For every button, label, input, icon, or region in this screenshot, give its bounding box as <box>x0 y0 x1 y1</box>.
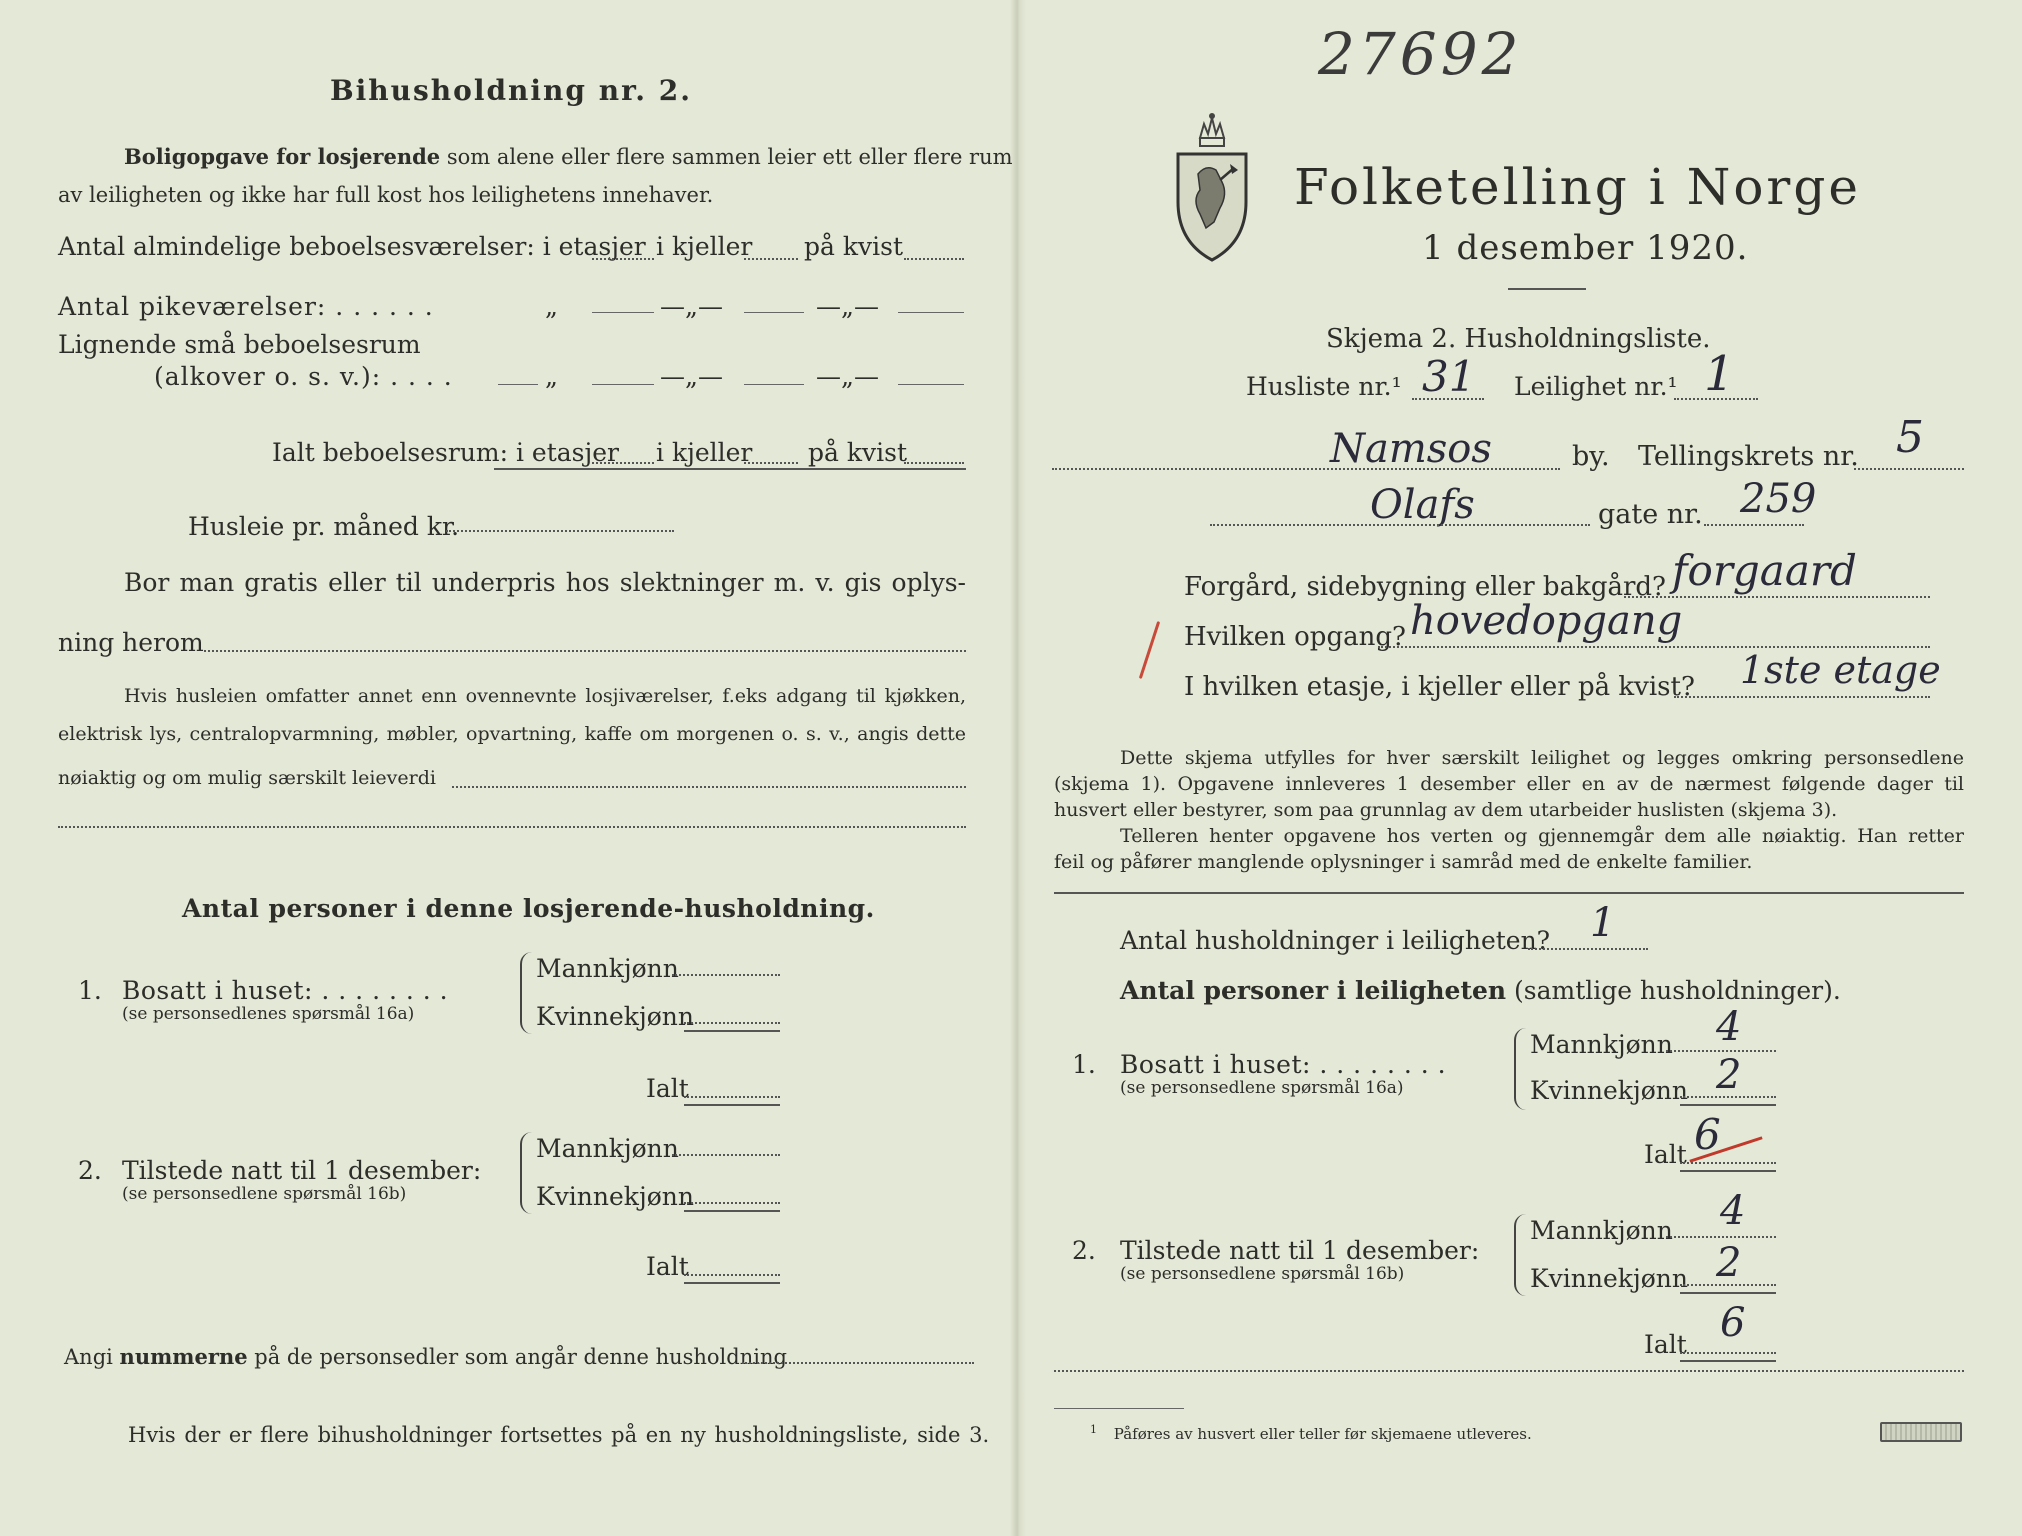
right-q2-ialt-label: Ialt <box>1644 1330 1687 1359</box>
forgard-question: Forgård, sidebygning eller bakgård? <box>1184 572 1666 602</box>
left-q2-sub: (se personsedlene spørsmål 16b) <box>122 1184 407 1204</box>
leieverdi-field[interactable] <box>452 786 966 788</box>
hvis-line1: Hvis husleien omfatter annet enn ovennevnte losjiværelser, f.eks adgang til kjøkken, <box>124 685 966 707</box>
etasje-question: I hvilken etasje, i kjeller eller på kvist? <box>1184 672 1695 702</box>
left-q2-mann-field[interactable] <box>672 1154 780 1156</box>
right-q1-kvinne-label: Kvinnekjønn <box>1530 1076 1688 1105</box>
antal-pers-bold: Antal personer i leiligheten <box>1120 976 1507 1005</box>
norway-coat-of-arms-icon <box>1170 110 1254 264</box>
right-q1-label: Bosatt i huset: . . . . . . . . <box>1120 1050 1447 1079</box>
gate-nr-value[interactable]: 259 <box>1740 476 1817 522</box>
para-rule <box>1054 892 1964 894</box>
antal-hush-value[interactable]: 1 <box>1590 900 1616 946</box>
etasje-value[interactable]: 1ste etage <box>1740 648 1941 692</box>
herom-field[interactable] <box>204 650 966 652</box>
right-q2-ialt-value[interactable]: 6 <box>1720 1300 1746 1346</box>
left-q1-mann-label: Mannkjønn <box>536 954 679 983</box>
right-q2-kvinne-value[interactable]: 2 <box>1716 1240 1742 1286</box>
tellingskrets-value[interactable]: 5 <box>1896 412 1924 463</box>
left-q1-kvinne-underline <box>684 1030 780 1032</box>
left-q1-brace <box>520 952 536 1034</box>
right-q2-mann-field[interactable] <box>1666 1236 1776 1238</box>
intro-bold: Boligopgave for losjerende <box>124 144 441 169</box>
red-pencil-mark <box>1139 621 1160 679</box>
husleie-label: Husleie pr. måned kr. <box>188 512 460 541</box>
footnote-num: 1 <box>1090 1423 1097 1436</box>
right-q1-ialt-value[interactable]: 6 <box>1694 1110 1721 1159</box>
right-q1-brace <box>1514 1028 1530 1110</box>
ialt-etasjer-field[interactable] <box>592 462 654 464</box>
left-q2-ialt-underline <box>684 1282 780 1284</box>
angi-pre: Angi <box>64 1345 113 1369</box>
kjeller-label-2: i kjeller <box>656 438 753 467</box>
kvist-label-2: på kvist <box>808 438 907 467</box>
alkover-kvist-field[interactable] <box>898 384 964 385</box>
left-footer: Hvis der er flere bihusholdninger fortsettes på en ny husholdningsliste, side 3. <box>128 1423 990 1447</box>
left-q1-ialt-underline <box>684 1104 780 1106</box>
right-q1-num: 1. <box>1072 1050 1096 1079</box>
ning-herom-label: ning herom <box>58 628 204 657</box>
right-q1-kvinne-value[interactable]: 2 <box>1716 1052 1742 1098</box>
gate-nr-field[interactable] <box>1704 524 1804 526</box>
left-q1-sub: (se personsedlenes spørsmål 16a) <box>122 1004 415 1024</box>
right-q1-ialt-underline <box>1680 1170 1776 1172</box>
forgard-value[interactable]: forgaard <box>1672 546 1857 595</box>
etasjer-field[interactable] <box>592 258 654 260</box>
right-q2-ialt-field[interactable] <box>1680 1352 1776 1354</box>
para1-line2: (skjema 1). Opgavene innleveres 1 desember eller en av de nærmest følgende dager til <box>1054 773 1964 795</box>
census-date: 1 desember 1920. <box>1422 228 1749 268</box>
kvist-label-1: på kvist <box>804 232 903 261</box>
hvis-line2: elektrisk lys, centralopvarmning, møbler, opvartning, kaffe om morgenen o. s. v., angis dette <box>58 723 966 745</box>
footnote-text: Påføres av husvert eller teller før skjemaene utleveres. <box>1113 1425 1532 1443</box>
ialt-kjeller-field[interactable] <box>744 462 798 464</box>
ialt-rum-label: Ialt beboelsesrum: i etasjer <box>272 438 620 467</box>
antal-pers-rest: (samtlige husholdninger). <box>1514 976 1841 1005</box>
right-q2-num: 2. <box>1072 1236 1096 1265</box>
right-q1-mann-value[interactable]: 4 <box>1716 1004 1742 1050</box>
right-q1-kvinne-underline <box>1680 1104 1776 1106</box>
husliste-value[interactable]: 31 <box>1422 352 1476 401</box>
right-q1-sub: (se personsedlene spørsmål 16a) <box>1120 1078 1404 1098</box>
left-q2-num: 2. <box>78 1156 102 1185</box>
by-label: by. <box>1572 441 1610 472</box>
left-q2-kvinne-field[interactable] <box>684 1202 780 1204</box>
pike-dash-1: —„— <box>660 292 723 321</box>
leieverdi-field-2[interactable] <box>58 826 966 828</box>
pike-etasjer-field[interactable] <box>592 312 654 313</box>
ialt-underline <box>494 468 966 470</box>
pike-ditto: „ <box>545 292 558 321</box>
antal-alm-label: Antal almindelige beboelsesværelser: i etasjer <box>58 232 646 261</box>
left-intro-line2: av leiligheten og ikke har full kost hos leilighetens innehaver. <box>58 183 714 207</box>
left-q2-ialt-field[interactable] <box>684 1274 780 1276</box>
left-intro-line1 <box>124 144 1013 170</box>
alkover-label: (alkover o. s. v.): . . . . <box>154 362 453 391</box>
left-q2-mann-label: Mannkjønn <box>536 1134 679 1163</box>
angi-field[interactable] <box>742 1362 974 1364</box>
date-rule <box>1508 288 1586 290</box>
para1-line3: husvert eller bestyrer, som paa grunnlag av dem utarbeider huslisten (skjema 3). <box>1054 799 1838 821</box>
right-q1-ialt-label: Ialt <box>1644 1140 1687 1169</box>
opgang-question: Hvilken opgang? <box>1184 622 1406 652</box>
left-q1-ialt-label: Ialt <box>646 1074 689 1103</box>
pike-dash-2: —„— <box>816 292 879 321</box>
right-q2-kvinne-label: Kvinnekjønn <box>1530 1264 1688 1293</box>
kjeller-label-1: i kjeller <box>656 232 753 261</box>
right-q2-brace <box>1514 1214 1530 1296</box>
antal-pike-label: Antal pikeværelser: . . . . . . <box>58 292 434 321</box>
right-q1-ialt-field[interactable] <box>1680 1162 1776 1164</box>
left-q1-ialt-field[interactable] <box>684 1096 780 1098</box>
gate-value[interactable]: Olafs <box>1370 482 1475 528</box>
pike-kjeller-field[interactable] <box>744 312 804 313</box>
para1-line1: Dette skjema utfylles for hver særskilt leilighet og legges omkring personsedlene <box>1120 747 1964 769</box>
bor-man-text: Bor man gratis eller til underpris hos slektninger m. v. gis oplys- <box>124 568 966 597</box>
left-q1-mann-field[interactable] <box>672 974 780 976</box>
alkover-ditto: „ <box>545 362 558 391</box>
right-bottom-rule <box>1054 1370 1964 1372</box>
footnote-rule <box>1054 1408 1184 1409</box>
angi-rest: på de personsedler som angår denne husholdning <box>254 1345 787 1369</box>
right-q2-sub: (se personsedlene spørsmål 16b) <box>1120 1264 1405 1284</box>
leilighet-value[interactable]: 1 <box>1704 346 1735 402</box>
gate-label: gate nr. <box>1598 499 1703 530</box>
left-title: Bihusholdning nr. 2. <box>330 74 692 107</box>
left-antal-personer-heading: Antal personer i denne losjerende-husholdning. <box>182 894 875 923</box>
ialt-kvist-field[interactable] <box>904 462 964 464</box>
antal-pers-heading <box>1120 976 1841 1006</box>
right-q2-kvinne-underline <box>1680 1292 1776 1294</box>
gate-field[interactable] <box>1210 524 1590 526</box>
antal-hush-field[interactable] <box>1528 948 1648 950</box>
tellingskrets-label: Tellingskrets nr. <box>1638 441 1859 472</box>
left-q2-ialt-label: Ialt <box>646 1252 689 1281</box>
alkover-kjeller-field[interactable] <box>744 384 804 385</box>
alkover-pre-line <box>498 384 538 385</box>
opgang-value[interactable]: hovedopgang <box>1410 598 1683 644</box>
pike-kvist-field[interactable] <box>898 312 964 313</box>
right-q1-mann-label: Mannkjønn <box>1530 1030 1673 1059</box>
page-fold <box>1010 0 1026 1536</box>
right-q2-mann-value[interactable]: 4 <box>1720 1188 1746 1234</box>
left-q2-kvinne-label: Kvinnekjønn <box>536 1182 694 1211</box>
para2-line2: feil og påfører manglende oplysninger i samråd med de enkelte familier. <box>1054 851 1753 873</box>
etasje-field[interactable] <box>1674 696 1930 698</box>
left-q1-num: 1. <box>78 976 102 1005</box>
right-title: Folketelling i Norge <box>1294 158 1861 216</box>
left-q2-kvinne-underline <box>684 1210 780 1212</box>
left-q1-label: Bosatt i huset: . . . . . . . . <box>122 976 449 1005</box>
alkover-dash-1: —„— <box>660 362 723 391</box>
left-q1-kvinne-label: Kvinnekjønn <box>536 1002 694 1031</box>
leilighet-label: Leilighet nr.¹ <box>1514 372 1678 401</box>
by-field[interactable] <box>1052 468 1560 470</box>
antal-hush-label: Antal husholdninger i leiligheten? <box>1120 926 1551 955</box>
printer-stamp-icon <box>1880 1422 1962 1442</box>
right-q2-mann-label: Mannkjønn <box>1530 1216 1673 1245</box>
left-q2-label: Tilstede natt til 1 desember: <box>122 1156 482 1185</box>
lignende-label: Lignende små beboelsesrum <box>58 330 421 359</box>
skjema-label: Skjema 2. Husholdningsliste. <box>1326 324 1711 354</box>
right-q2-ialt-underline <box>1680 1360 1776 1362</box>
archive-number: 27692 <box>1318 20 1523 88</box>
hvis-line3: nøiaktig og om mulig særskilt leieverdi <box>58 767 436 789</box>
angi-bold: nummerne <box>119 1344 248 1369</box>
alkover-dash-2: —„— <box>816 362 879 391</box>
husliste-label: Husliste nr.¹ <box>1246 372 1402 401</box>
intro-rest: som alene eller flere sammen leier ett eller flere rum <box>446 145 1013 169</box>
by-value[interactable]: Namsos <box>1330 426 1492 472</box>
angi-text <box>64 1344 787 1370</box>
left-q1-kvinne-field[interactable] <box>684 1022 780 1024</box>
para2-line1: Telleren henter opgavene hos verten og gjennemgår dem alle nøiaktig. Han retter <box>1120 825 1964 847</box>
tellingskrets-field[interactable] <box>1854 468 1964 470</box>
footnote <box>1090 1420 1532 1444</box>
kjeller-field-1[interactable] <box>744 258 798 260</box>
left-q2-brace <box>520 1132 536 1214</box>
kvist-field-1[interactable] <box>904 258 964 260</box>
alkover-etasjer-field[interactable] <box>592 384 654 385</box>
right-q2-label: Tilstede natt til 1 desember: <box>1120 1236 1480 1265</box>
husleie-field[interactable] <box>446 530 674 532</box>
